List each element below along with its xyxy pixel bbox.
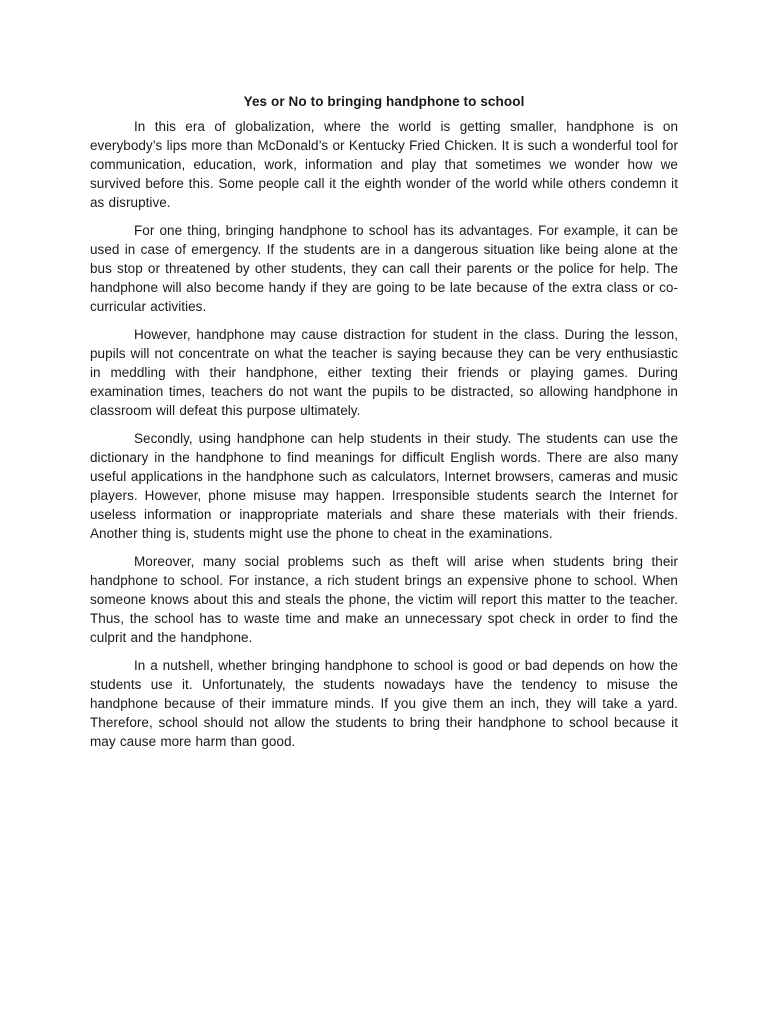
paragraph-study-help: Secondly, using handphone can help students in their study. The students can use the dictionary in the handphone to find meanings for difficult English words. There are also many useful applications in the handphone such as calculators, Internet browsers, cameras and music players. However, phone misuse may happen. Irresponsible students search the Internet for useless information or inappropriate materials and share these materials with their friends. Another thing is, students might use the phone to cheat in the examinations.: [90, 431, 678, 541]
paragraph-distraction: However, handphone may cause distraction for student in the class. During the lesson, pupils will not concentrate on what the teacher is saying because they can be very enthusiastic in meddling with their handphone, either texting their friends or playing games. During examination times, teachers do not want the pupils to be distracted, so allowing handphone in classroom will defeat this purpose ultimately.: [90, 327, 678, 418]
document-page: [90, 93, 678, 760]
paragraph-advantages: For one thing, bringing handphone to school has its advantages. For example, it can be used in case of emergency. If the students are in a dangerous situation like being alone at the bus stop or threatened by other students, they can call their parents or the police for help. The handphone will also become handy if they are going to be late because of the extra class or co-curricular activities.: [90, 223, 678, 314]
paragraph-social-problems: Moreover, many social problems such as theft will arise when students bring their handphone to school. For instance, a rich student brings an expensive phone to school. When someone knows about this and steals the phone, the victim will report this matter to the teacher. Thus, the school has to waste time and make an unnecessary spot check in order to find the culprit and the handphone.: [90, 554, 678, 645]
document-title: Yes or No to bringing handphone to school: [243, 94, 525, 109]
paragraph-introduction: In this era of globalization, where the world is getting smaller, handphone is on everybody’s lips more than McDonald’s or Kentucky Fried Chicken. It is such a wonderful tool for communication, education, work, information and play that sometimes we wonder how we survived before this. Some people call it the eighth wonder of the world while others condemn it as disruptive.: [90, 119, 678, 210]
paragraph-conclusion: In a nutshell, whether bringing handphone to school is good or bad depends on how the students use it. Unfortunately, the students nowadays have the tendency to misuse the handphone because of their immature minds. If you give them an inch, they will take a yard. Therefore, school should not allow the students to bring their handphone to school because it may cause more harm than good.: [90, 658, 678, 749]
